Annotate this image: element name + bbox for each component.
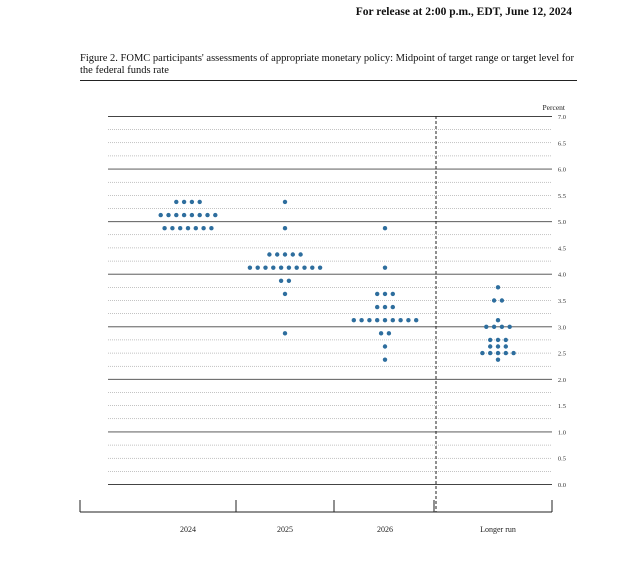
participant-dot: [182, 213, 186, 217]
y-tick-label: 0.0: [557, 482, 566, 489]
participant-dot: [283, 226, 287, 230]
participant-dot: [500, 298, 504, 302]
participant-dot: [488, 344, 492, 348]
participant-dot: [375, 305, 379, 309]
participant-dot: [295, 265, 299, 269]
y-axis-label: Percent: [542, 103, 565, 112]
participant-dot: [170, 226, 174, 230]
participant-dot: [500, 325, 504, 329]
participant-dot: [488, 351, 492, 355]
participant-dot: [496, 357, 500, 361]
participant-dot: [383, 357, 387, 361]
x-axis: [80, 500, 552, 512]
participant-dot: [283, 252, 287, 256]
participant-dot: [310, 265, 314, 269]
participant-dot: [359, 318, 363, 322]
y-tick-labels: [558, 114, 566, 489]
participant-dot: [198, 213, 202, 217]
figure-caption: Figure 2. FOMC participants' assessments of appropriate monetary policy: Midpoint of target range or target level for the federal funds rate: [80, 53, 575, 76]
participant-dot: [198, 200, 202, 204]
participant-dot: [375, 292, 379, 296]
participant-dot: [318, 265, 322, 269]
x-category-label: 2026: [377, 525, 393, 534]
participant-dot: [511, 351, 515, 355]
participant-dot: [287, 279, 291, 283]
participant-dot: [178, 226, 182, 230]
participant-dot: [383, 318, 387, 322]
y-tick-label: 5.5: [557, 192, 566, 200]
participant-dot: [166, 213, 170, 217]
participant-dot: [504, 344, 508, 348]
participant-dot: [488, 338, 492, 342]
participant-dot: [383, 265, 387, 269]
participant-dot: [302, 265, 306, 269]
y-tick-label: 6.0: [557, 166, 566, 174]
participant-dot: [496, 338, 500, 342]
participant-dot: [186, 226, 190, 230]
participant-dot: [174, 213, 178, 217]
participant-dot: [375, 318, 379, 322]
participant-dot: [159, 213, 163, 217]
participant-dot: [406, 318, 410, 322]
participant-dot: [496, 351, 500, 355]
x-category-labels: [180, 525, 516, 534]
participant-dot: [504, 351, 508, 355]
participant-dot: [256, 265, 260, 269]
participant-dot: [383, 226, 387, 230]
y-tick-label: 4.5: [557, 245, 566, 253]
participant-dot: [492, 298, 496, 302]
participant-dot: [383, 292, 387, 296]
participant-dot: [391, 305, 395, 309]
participant-dot: [387, 331, 391, 335]
participant-dot: [508, 325, 512, 329]
y-tick-label: 7.0: [557, 114, 566, 121]
participant-dot: [174, 200, 178, 204]
participant-dot: [283, 331, 287, 335]
participant-dot: [398, 318, 402, 322]
participant-dot: [162, 226, 166, 230]
release-notice: For release at 2:00 p.m., EDT, June 12, 2024: [355, 6, 572, 18]
participant-dot: [182, 200, 186, 204]
y-tick-label: 3.5: [557, 298, 566, 305]
y-tick-label: 4.0: [557, 271, 566, 279]
participant-dot: [194, 226, 198, 230]
participant-dot: [267, 252, 271, 256]
participant-dot: [379, 331, 383, 335]
x-category-label: Longer run: [480, 525, 516, 534]
participant-dot: [496, 318, 500, 322]
participant-dot: [271, 265, 275, 269]
participant-dot: [367, 318, 371, 322]
y-tick-label: 1.0: [557, 429, 566, 437]
participant-dot: [496, 285, 500, 289]
participant-dot: [383, 344, 387, 348]
participant-dot: [291, 252, 295, 256]
participant-dot: [504, 338, 508, 342]
participant-dot: [480, 351, 484, 355]
participant-dot: [279, 279, 283, 283]
y-tick-label: 6.5: [557, 140, 566, 148]
participant-dot: [283, 292, 287, 296]
y-tick-label: 1.5: [557, 403, 566, 411]
y-tick-label: 3.0: [557, 324, 566, 332]
y-tick-label: 2.0: [557, 376, 566, 384]
participant-dot: [492, 325, 496, 329]
x-category-label: 2025: [277, 525, 293, 534]
participant-dot: [205, 213, 209, 217]
participant-dot: [484, 325, 488, 329]
gridlines: [108, 117, 552, 485]
participant-dot: [190, 213, 194, 217]
x-category-label: 2024: [180, 525, 196, 534]
participant-dot: [414, 318, 418, 322]
participant-dot: [496, 344, 500, 348]
participant-dots: [159, 200, 516, 362]
participant-dot: [298, 252, 302, 256]
participant-dot: [275, 252, 279, 256]
participant-dot: [383, 305, 387, 309]
participant-dot: [213, 213, 217, 217]
participant-dot: [209, 226, 213, 230]
y-tick-label: 0.5: [557, 455, 566, 463]
participant-dot: [287, 265, 291, 269]
participant-dot: [391, 318, 395, 322]
participant-dot: [283, 200, 287, 204]
participant-dot: [279, 265, 283, 269]
participant-dot: [248, 265, 252, 269]
y-tick-label: 5.0: [557, 219, 566, 227]
y-tick-label: 2.5: [557, 350, 566, 358]
participant-dot: [263, 265, 267, 269]
participant-dot: [391, 292, 395, 296]
participant-dot: [190, 200, 194, 204]
participant-dot: [352, 318, 356, 322]
participant-dot: [201, 226, 205, 230]
